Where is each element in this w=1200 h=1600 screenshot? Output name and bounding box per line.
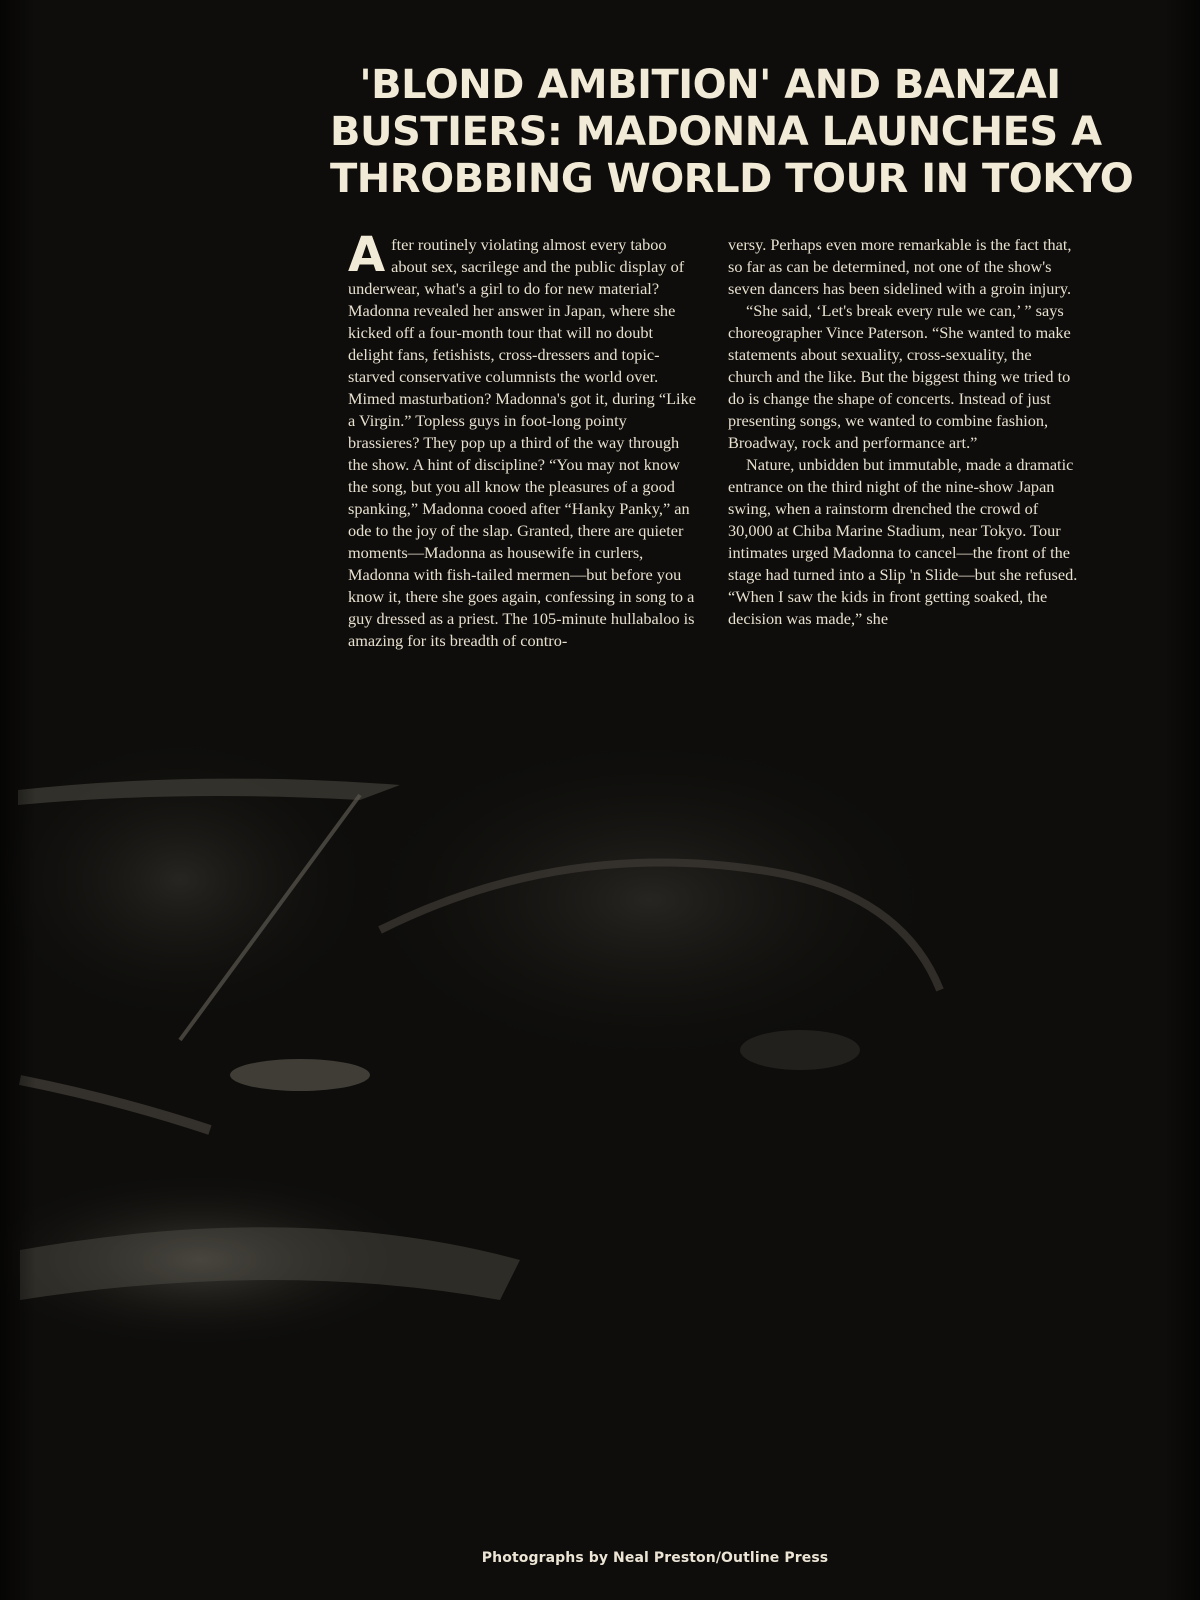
headline (330, 62, 1134, 203)
article-column-1 (348, 227, 698, 652)
headline-line-1: 'BLOND AMBITION' AND BANZAI (359, 62, 1061, 108)
article-paragraph: versy. Perhaps even more remarkable is the fact that, so far as can be determined, not one of the show's seven dancers has been sidelined with a groin injury. (728, 235, 1072, 298)
article-paragraph: “She said, ‘Let's break every rule we can,’ ” says choreographer Vince Paterson. “She wanted to make statements about sexuality, cross-sexuality, the church and the like. But the biggest thing we tried to do is change the shape of concerts. Instead of just presenting songs, we wanted to combine fashion, Broadway, rock and performance art.” (728, 301, 1071, 452)
article-body (348, 227, 1078, 652)
drop-cap: A (348, 227, 386, 283)
article-column-2 (728, 234, 1078, 652)
headline-line-3: THROBBING WORLD TOUR IN TOKYO (330, 156, 1134, 202)
photo-credit: Photographs by Neal Preston/Outline Press (481, 1550, 829, 1566)
headline-line-2: BUSTIERS: MADONNA LAUNCHES A (330, 109, 1102, 155)
article-paragraph (348, 227, 698, 652)
article-paragraph: Nature, unbidden but immutable, made a dramatic entrance on the third night of the nine-show Japan swing, when a rainstorm drenched the crowd of 30,000 at Chiba Marine Stadium, near Tokyo. Tour intimates urged Madonna to cancel—the front of the stage had turned into a Slip 'n Slide—but she refused. “When I saw the kids in front getting soaked, the decision was made,” she (728, 455, 1078, 628)
article-text: fter routinely violating almost every taboo about sex, sacrilege and the public display of underwear, what's a girl to do for new material? Madonna revealed her answer in Japan, where she kicked off a four-month tour that will no doubt delight fans, fetishists, cross-dressers and topic-starved conservative columnists the world over. Mimed masturbation? Madonna's got it, during “Like a Virgin.” Topless guys in foot-long pointy brassieres? They pop up a third of the way through the show. A hint of discipline? “You may not know the song, but you all know the pleasures of a good spanking,” Madonna cooed after “Hanky Panky,” an ode to the joy of the slap. Granted, there are quieter moments—Madonna as housewife in curlers, Madonna with fish-tailed mermen—but before you know it, there she goes again, confessing in song to a guy dressed as a priest. The 105-minute hullabaloo is amazing for its breadth of contro- (348, 235, 696, 650)
